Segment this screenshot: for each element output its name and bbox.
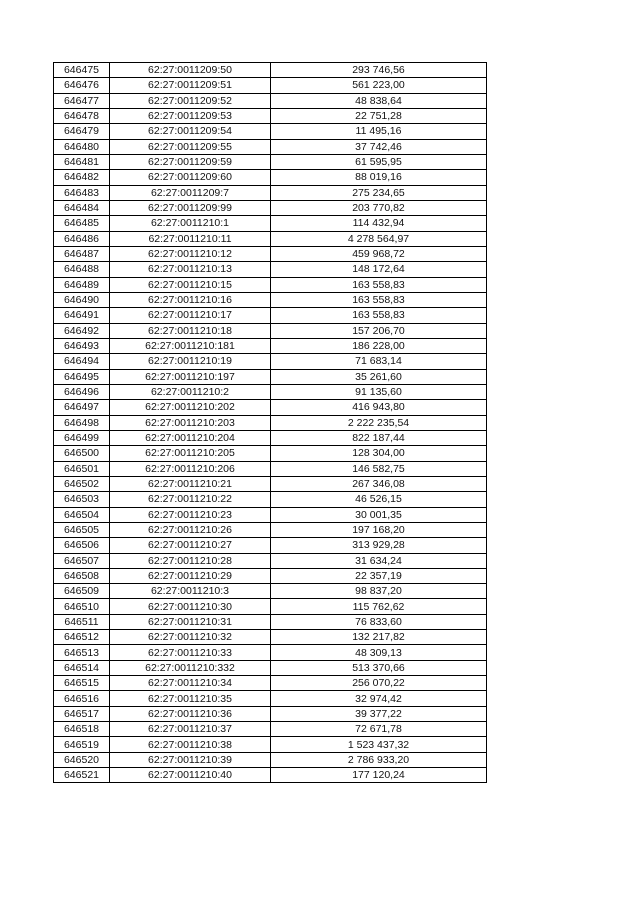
table-row [54,384,487,399]
table-row [54,752,487,767]
table-row [54,354,487,369]
cadastral-number-cell: 62:27:0011209:99 [110,200,271,215]
cadastral-number-cell: 62:27:0011210:2 [110,384,271,399]
row-number-cell: 646476 [54,78,110,93]
cadastral-number-cell: 62:27:0011210:12 [110,246,271,261]
cadastral-number-cell: 62:27:0011210:39 [110,752,271,767]
row-number-cell: 646511 [54,614,110,629]
value-cell: 30 001,35 [271,507,487,522]
cadastral-number-cell: 62:27:0011209:7 [110,185,271,200]
cadastral-number-cell: 62:27:0011209:60 [110,170,271,185]
cadastral-number-cell: 62:27:0011210:22 [110,492,271,507]
row-number-cell: 646484 [54,200,110,215]
value-cell: 203 770,82 [271,200,487,215]
value-cell: 459 968,72 [271,246,487,261]
table-row [54,415,487,430]
cadastral-number-cell: 62:27:0011210:27 [110,538,271,553]
cadastral-number-cell: 62:27:0011210:11 [110,231,271,246]
cadastral-number-cell: 62:27:0011210:30 [110,599,271,614]
value-cell: 163 558,83 [271,308,487,323]
row-number-cell: 646492 [54,323,110,338]
cadastral-number-cell: 62:27:0011210:204 [110,430,271,445]
table-row [54,676,487,691]
value-cell: 128 304,00 [271,446,487,461]
table-row [54,584,487,599]
cadastral-number-cell: 62:27:0011210:40 [110,768,271,783]
row-number-cell: 646512 [54,630,110,645]
row-number-cell: 646502 [54,476,110,491]
value-cell: 177 120,24 [271,768,487,783]
cadastral-number-cell: 62:27:0011210:32 [110,630,271,645]
table-row [54,277,487,292]
table-row [54,108,487,123]
value-cell: 186 228,00 [271,338,487,353]
row-number-cell: 646491 [54,308,110,323]
cadastral-number-cell: 62:27:0011210:28 [110,553,271,568]
cadastral-number-cell: 62:27:0011210:203 [110,415,271,430]
row-number-cell: 646506 [54,538,110,553]
table-row [54,538,487,553]
row-number-cell: 646483 [54,185,110,200]
cadastral-number-cell: 62:27:0011210:26 [110,522,271,537]
cadastral-number-cell: 62:27:0011209:50 [110,63,271,78]
value-cell: 513 370,66 [271,660,487,675]
value-cell: 22 751,28 [271,108,487,123]
row-number-cell: 646480 [54,139,110,154]
row-number-cell: 646475 [54,63,110,78]
cadastral-number-cell: 62:27:0011210:19 [110,354,271,369]
table-row [54,492,487,507]
value-cell: 267 346,08 [271,476,487,491]
cadastral-number-cell: 62:27:0011210:36 [110,706,271,721]
value-cell: 146 582,75 [271,461,487,476]
table-row [54,722,487,737]
table-body [54,63,487,783]
cadastral-number-cell: 62:27:0011210:29 [110,568,271,583]
row-number-cell: 646477 [54,93,110,108]
value-cell: 4 278 564,97 [271,231,487,246]
table-row [54,323,487,338]
table-row [54,262,487,277]
value-cell: 91 135,60 [271,384,487,399]
table-row [54,78,487,93]
row-number-cell: 646520 [54,752,110,767]
table-row [54,553,487,568]
row-number-cell: 646517 [54,706,110,721]
value-cell: 98 837,20 [271,584,487,599]
row-number-cell: 646516 [54,691,110,706]
value-cell: 275 234,65 [271,185,487,200]
table-row [54,645,487,660]
cadastral-number-cell: 62:27:0011210:37 [110,722,271,737]
cadastral-number-cell: 62:27:0011210:197 [110,369,271,384]
row-number-cell: 646500 [54,446,110,461]
value-cell: 163 558,83 [271,277,487,292]
value-cell: 157 206,70 [271,323,487,338]
cadastral-number-cell: 62:27:0011210:16 [110,292,271,307]
table-row [54,614,487,629]
row-number-cell: 646485 [54,216,110,231]
row-number-cell: 646513 [54,645,110,660]
value-cell: 71 683,14 [271,354,487,369]
cadastral-number-cell: 62:27:0011210:23 [110,507,271,522]
row-number-cell: 646503 [54,492,110,507]
value-cell: 1 523 437,32 [271,737,487,752]
value-cell: 148 172,64 [271,262,487,277]
cadastral-number-cell: 62:27:0011210:38 [110,737,271,752]
row-number-cell: 646507 [54,553,110,568]
table-row [54,200,487,215]
value-cell: 197 168,20 [271,522,487,537]
value-cell: 416 943,80 [271,400,487,415]
value-cell: 46 526,15 [271,492,487,507]
value-cell: 32 974,42 [271,691,487,706]
value-cell: 132 217,82 [271,630,487,645]
row-number-cell: 646508 [54,568,110,583]
table-row [54,139,487,154]
row-number-cell: 646515 [54,676,110,691]
row-number-cell: 646498 [54,415,110,430]
table-row [54,369,487,384]
cadastral-number-cell: 62:27:0011210:206 [110,461,271,476]
row-number-cell: 646510 [54,599,110,614]
cadastral-number-cell: 62:27:0011210:3 [110,584,271,599]
table-row [54,691,487,706]
value-cell: 2 222 235,54 [271,415,487,430]
value-cell: 256 070,22 [271,676,487,691]
row-number-cell: 646504 [54,507,110,522]
value-cell: 293 746,56 [271,63,487,78]
cadastral-number-cell: 62:27:0011209:52 [110,93,271,108]
row-number-cell: 646499 [54,430,110,445]
table-row [54,216,487,231]
row-number-cell: 646486 [54,231,110,246]
table-row [54,737,487,752]
table-row [54,507,487,522]
value-cell: 35 261,60 [271,369,487,384]
row-number-cell: 646505 [54,522,110,537]
cadastral-number-cell: 62:27:0011210:35 [110,691,271,706]
cadastral-number-cell: 62:27:0011210:15 [110,277,271,292]
value-cell: 72 671,78 [271,722,487,737]
table-row [54,706,487,721]
cadastral-number-cell: 62:27:0011209:54 [110,124,271,139]
value-cell: 561 223,00 [271,78,487,93]
table-row [54,568,487,583]
value-cell: 37 742,46 [271,139,487,154]
table-row [54,154,487,169]
cadastral-number-cell: 62:27:0011210:17 [110,308,271,323]
row-number-cell: 646489 [54,277,110,292]
value-cell: 31 634,24 [271,553,487,568]
value-cell: 2 786 933,20 [271,752,487,767]
value-cell: 39 377,22 [271,706,487,721]
table-row [54,630,487,645]
value-cell: 76 833,60 [271,614,487,629]
table-row [54,338,487,353]
table-row [54,599,487,614]
cadastral-number-cell: 62:27:0011209:51 [110,78,271,93]
cadastral-number-cell: 62:27:0011209:55 [110,139,271,154]
cadastral-number-cell: 62:27:0011209:53 [110,108,271,123]
cadastral-number-cell: 62:27:0011210:181 [110,338,271,353]
row-number-cell: 646487 [54,246,110,261]
row-number-cell: 646518 [54,722,110,737]
cadastral-number-cell: 62:27:0011210:205 [110,446,271,461]
table-row [54,476,487,491]
cadastral-number-cell: 62:27:0011210:21 [110,476,271,491]
value-cell: 11 495,16 [271,124,487,139]
table-row [54,522,487,537]
row-number-cell: 646478 [54,108,110,123]
table-row [54,185,487,200]
row-number-cell: 646521 [54,768,110,783]
cadastral-number-cell: 62:27:0011210:33 [110,645,271,660]
cadastral-number-cell: 62:27:0011210:202 [110,400,271,415]
row-number-cell: 646519 [54,737,110,752]
value-cell: 88 019,16 [271,170,487,185]
cadastral-number-cell: 62:27:0011210:13 [110,262,271,277]
value-cell: 115 762,62 [271,599,487,614]
table-row [54,124,487,139]
row-number-cell: 646496 [54,384,110,399]
row-number-cell: 646495 [54,369,110,384]
table-row [54,93,487,108]
row-number-cell: 646501 [54,461,110,476]
row-number-cell: 646494 [54,354,110,369]
row-number-cell: 646497 [54,400,110,415]
table-row [54,768,487,783]
table-row [54,231,487,246]
row-number-cell: 646482 [54,170,110,185]
value-cell: 114 432,94 [271,216,487,231]
table-row [54,170,487,185]
cadastral-number-cell: 62:27:0011209:59 [110,154,271,169]
value-cell: 163 558,83 [271,292,487,307]
cadastral-number-cell: 62:27:0011210:31 [110,614,271,629]
row-number-cell: 646509 [54,584,110,599]
table-row [54,430,487,445]
table-row [54,246,487,261]
table-row [54,660,487,675]
value-cell: 313 929,28 [271,538,487,553]
value-cell: 48 838,64 [271,93,487,108]
value-cell: 48 309,13 [271,645,487,660]
cadastral-value-table [53,62,487,783]
table-row [54,400,487,415]
table-row [54,446,487,461]
cadastral-number-cell: 62:27:0011210:1 [110,216,271,231]
value-cell: 61 595,95 [271,154,487,169]
table-row [54,461,487,476]
cadastral-number-cell: 62:27:0011210:18 [110,323,271,338]
row-number-cell: 646493 [54,338,110,353]
row-number-cell: 646490 [54,292,110,307]
table-row [54,308,487,323]
row-number-cell: 646514 [54,660,110,675]
value-cell: 822 187,44 [271,430,487,445]
row-number-cell: 646479 [54,124,110,139]
row-number-cell: 646481 [54,154,110,169]
cadastral-number-cell: 62:27:0011210:332 [110,660,271,675]
row-number-cell: 646488 [54,262,110,277]
cadastral-number-cell: 62:27:0011210:34 [110,676,271,691]
table-row [54,63,487,78]
table-row [54,292,487,307]
value-cell: 22 357,19 [271,568,487,583]
